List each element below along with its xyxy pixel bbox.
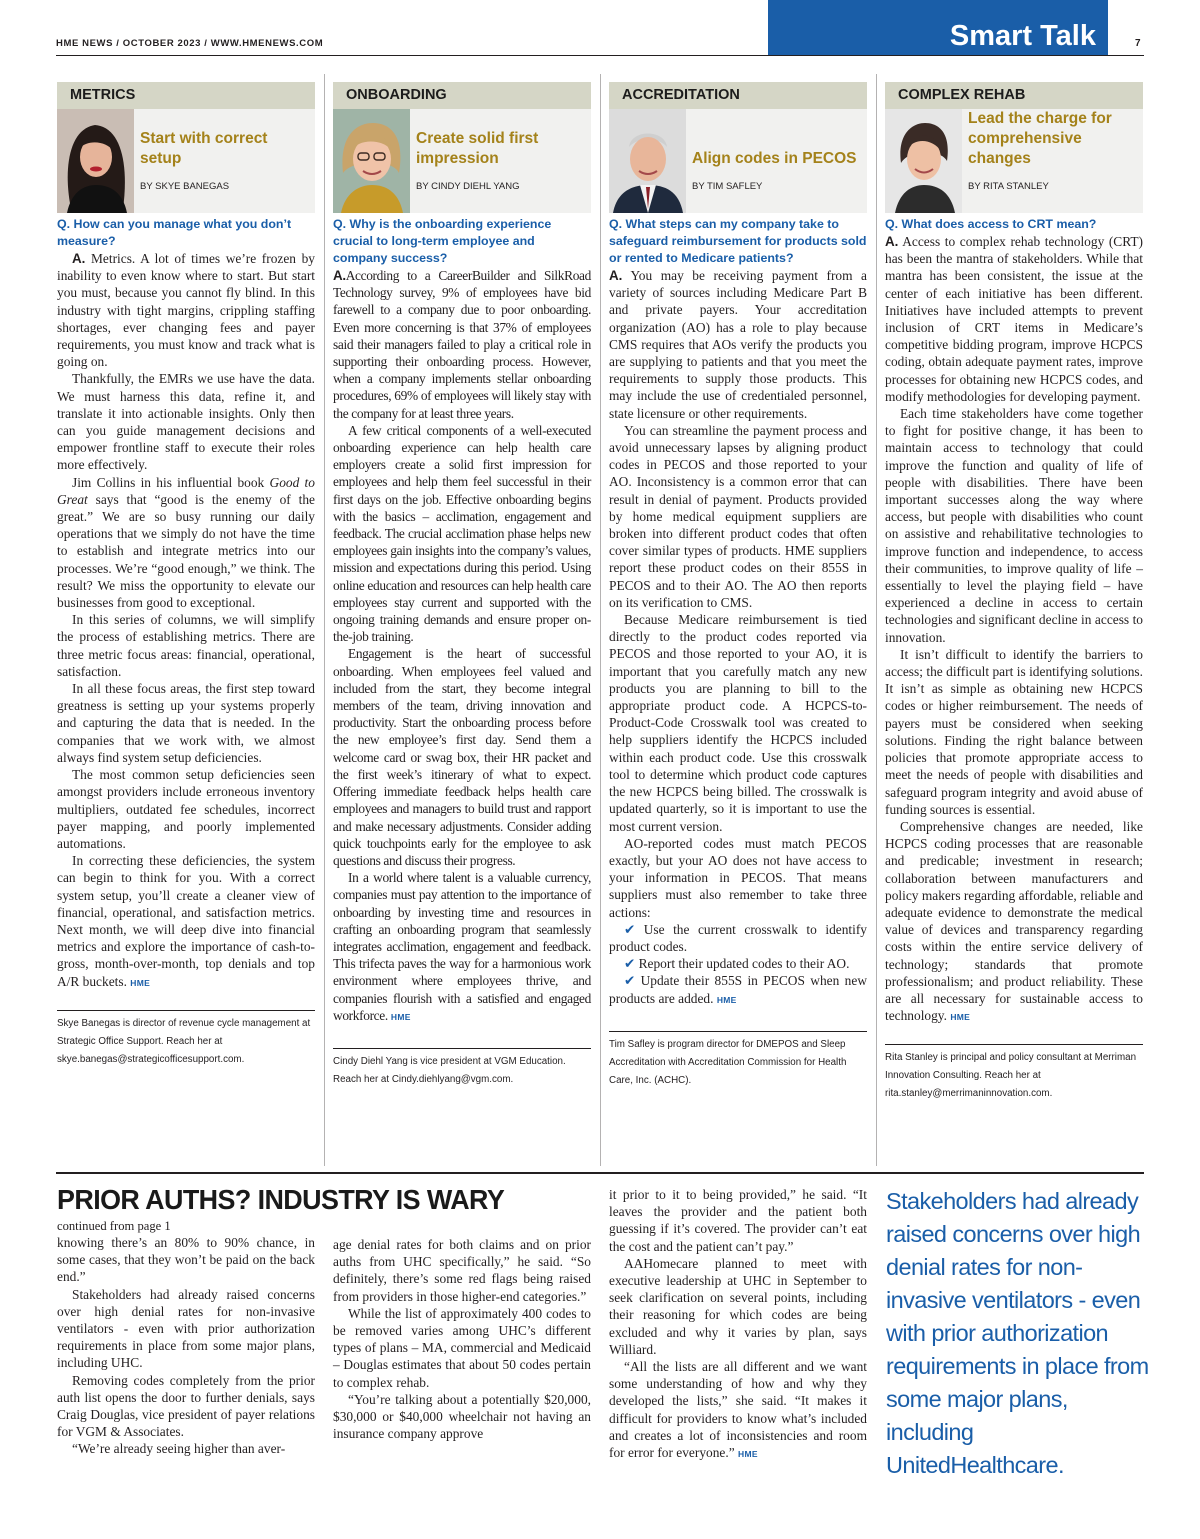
byline: BY RITA STANLEY [968,181,1049,192]
check-icon: ✔ [624,921,636,937]
paragraph: Thankfully, the EMRs we use have the data. We must harness this data, refine it, and translate it into actionable insights. Only then can you guide management decisions and empower frontline staff to execute their roles more effectively. [57,371,315,473]
answer-lead: A. [609,268,623,283]
check-icon: ✔ [624,956,636,972]
answer-lead: A. [885,234,899,249]
column-header [57,82,315,213]
article-body [609,267,867,1009]
author-bio: Rita Stanley is principal and policy consultant at Merriman Innovation Consulting. Reach her at rita.stanley@merrimaninnovation.com. [885,1052,1137,1100]
pull-quote: Stakeholders had already raised concerns over high denial rates for non-invasive ventilators - even with prior authorization requirements in place from some major plans, including UnitedHealthcare. [886,1188,1149,1478]
paragraph: Metrics. A lot of times we’re frozen by inability to even know where to start. But start you must, because you cannot fly blind. In this industry with tight margins, crippling staffing shortages, ever changing fees and payer requirements, you must know and track what is going on. [57,251,315,370]
article-title: Lead the charge for comprehensive changes [968,110,1112,167]
category-label: METRICS [57,82,315,109]
question: Q. What steps can my company take to safeguard reimbursement for products sold or rented to Medicare patients? [609,217,867,265]
paragraph: A few critical components of a well-executed onboarding experience can help health care employers create a solid first impression for employees and help them feel successful in their first days on the job. Effective onboarding begins with the basics – acclimation, engagement and feedback. The crucial acclimation phase helps new employees gain insights into the company’s values, mission and expectations during this period. Using online education and resources can help health care employees stay current and supported with the ongoing training demands and ensure proper on-the-job training. [333,422,591,645]
paragraph: knowing there’s an 80% to 90% chance, in some cases, that they won’t be paid on the back end.” [57,1235,315,1285]
column-divider [324,74,325,1166]
story-headline: PRIOR AUTHS? INDUSTRY IS WARY [57,1184,505,1215]
article-body [57,250,315,992]
paragraph: Stakeholders had already raised concerns over high denial rates for non-invasive ventilators - even with prior authorization requirements in place from some major plans, including UHC. [57,1286,315,1371]
paragraph: You can streamline the payment process and avoid unnecessary lapses by aligning product codes in PECOS and those reported to your AO. Inconsistency is a common error that can result in denial of payment. Products provided by home medical equipment suppliers are broken into different product codes that often cover similar types of products. HME suppliers report these product codes on their 855S in PECOS and to their AO. The AO then reports on its verification to CMS. [609,422,867,610]
check-item: ✔ Report their updated codes to their AO. [624,956,850,972]
end-mark: HME [738,1449,758,1460]
paragraph: It isn’t difficult to identify the barriers to access; the difficult part is identifying solutions. It isn’t as simple as obtaining new HCPCS codes or higher reimbursement. The needs of payers must be considered when seeking solutions. Finding the right balance between policies that promote appropriate access to meet the needs of people with disabilities and safeguard program integrity and avoid abuse of funding sources is essential. [885,646,1143,817]
check-item: ✔ Use the current crosswalk to identify product codes. [609,921,867,954]
answer-lead: A. [333,268,346,283]
paragraph: In this series of columns, we will simplify the process of establishing metrics. There are three metric focus areas: financial, operational, satisfaction. [57,612,315,679]
section-banner: Smart Talk [768,0,1108,55]
paragraph: “All the lists are all different and we want some understanding of how and why they developed the lists,” she said. “It makes it difficult for providers to know what’s included and creates a lot of inconsistencies and room for error for everyone.” HME [609,1359,867,1461]
author-bio: Cindy Diehl Yang is vice president at VGM Education. Reach her at Cindy.diehlyang@vgm.com. [333,1055,566,1085]
bio-rule [57,1010,315,1011]
paragraph: age denial rates for both claims and on prior auths from UHC specifically,” he said. “So definitely, there’s some red flags being raised from providers in those higher-end categories.” [333,1237,591,1304]
article-title: Create solid first impression [416,130,539,167]
bio-rule [333,1048,591,1049]
column-header [609,82,867,213]
paragraph: While the list of approximately 400 codes to be removed varies among UHC’s different types of plans – MA, commercial and Medicaid – Douglas estimates that about 50 codes pertain to complex rehab. [333,1305,591,1390]
bio-rule [609,1031,867,1032]
section-rule [56,1172,1144,1174]
paragraph: “We’re already seeing higher than aver- [72,1441,286,1457]
paragraph: Jim Collins in his influential book Good to Great says that “good is the enemy of the great.” We are so busy running our daily operations that we simply do not have the time to establish and integrate metrics into our processes. We’re “good enough,” we think. The result? We miss the opportunity to elevate our businesses from good to exceptional. [57,474,315,611]
paragraph: Removing codes completely from the prior auth list opens the door to further denials, says Craig Douglas, vice president of payer relations for VGM & Associates. [57,1372,315,1440]
paragraph: In correcting these deficiencies, the system can begin to think for you. With a correct system setup, you’ll create a cleaner view of financial, operational, and satisfaction metrics. Next month, we will deep dive into financial metrics and explore the importance of cash-to-gross, month-over-month, top denials and top A/R buckets. HME [57,853,315,989]
paragraph: it prior to it to being provided,” he said. “It leaves the provider and the patient both guessing if it’s covered. The provider can’t eat the cost and the patient can’t pay.” [609,1187,867,1254]
continued-note: continued from page 1 [57,1219,171,1233]
column-complex-rehab [885,82,1143,1103]
story-column-1 [57,1219,315,1458]
paragraph: AO-reported codes must match PECOS exactly, but your AO does not have access to your information in PECOS. That means suppliers must also remember to take three actions: [609,835,867,920]
story-column-3 [609,1186,867,1463]
column-accreditation [609,82,867,1090]
article-body [333,267,591,1026]
author-photo [333,109,410,213]
book-title: Good to Great [57,474,315,507]
question: Q. What does access to CRT mean? [885,217,1097,231]
paragraph: Engagement is the heart of successful onboarding. When employees feel valued and included from the start, they become integral members of the team, driving innovation and productivity. Start the onboarding process before the new employee’s first day. Send them a welcome card or swag box, their HR packet and the first week’s itinerary of what to expect. Offering immediate feedback helps health care employees and managers to build trust and rapport and make necessary adjustments. Consider adding quick touchpoints early for the employee to ask questions and discuss their progress. [333,646,591,868]
paragraph: Comprehensive changes are needed, like HCPCS coding processes that are reasonable and predicable; investment in research; collaboration between manufacturers and policy makers regarding affordable, reliable and adequate evidence to demonstrate the medical value of devices and transparency regarding costs within the entire service delivery of technology; standards that promote professionalism; and product reliability. These are all necessary for sustainable access to technology. HME [885,818,1143,1024]
column-header [885,82,1143,213]
question: Q. Why is the onboarding experience crucial to long-term employee and company success? [333,217,552,265]
paragraph: According to a CareerBuilder and SilkRoad Technology survey, 9% of employees have bid farewell to a company due to poor onboarding. Even more concerning is that 37% of employees said their managers failed to play a critical role in supporting their onboarding process. However, when a company implements stellar onboarding procedures, 69% of employees will likely stay with the company for at least three years. [333,268,591,421]
check-item: ✔ Update their 855S in PECOS when new products are added. HME [609,973,867,1006]
end-mark: HME [950,1012,971,1023]
end-mark: HME [130,977,151,988]
column-divider [600,74,601,1166]
bio-rule [885,1044,1143,1045]
column-metrics [57,82,315,1069]
paragraph: Each time stakeholders have come together to fight for positive change, it has been to maintain access to technology that could improve the function and quality of life of people with disabilities. There have been important successes along the way where access, but people with disabilities who count on assistive and rehabilitative technologies to improve function and independence, to access their communities, to improve quality of life – essentially to level the playing field – have experienced a decline in access to certain technologies and significant decline in access to innovation. [885,406,1143,645]
paragraph: AAHomecare planned to meet with executive leadership at UHC in September to seek clarification on several points, including their reasoning for which codes are being excluded and why it varies by plan, says Williard. [609,1255,867,1357]
masthead-line: HME NEWS / OCTOBER 2023 / WWW.HMENEWS.COM [56,38,324,49]
category-label: COMPLEX REHAB [885,82,1143,109]
paragraph: You may be receiving payment from a variety of sources including Medicare Part B and private payers. Your accreditation organization (AO) has a role to play because CMS requires that AOs verify the products you are supplying to patients and that you meet the requirements to supply those products. This may include the use of credentialed personnel, state licensure or other requirements. [609,268,867,421]
column-divider [876,74,877,1166]
paragraph: In a world where talent is a valuable currency, companies must pay attention to the importance of onboarding by investing time and resources in crafting an onboarding program that seamlessly integrates acclimation, engagement and feedback. This trifecta paves the way for a harmonious work environment where employees thrive, and companies flourish with a satisfied and engaged workforce. HME [333,870,591,1023]
paragraph: In all these focus areas, the first step toward greatness is setting up your systems properly and capturing the data that is needed. In the companies that we work with, we almost always find system setup deficiencies. [57,681,315,765]
paragraph: The most common setup deficiencies seen amongst providers include erroneous inventory multipliers, outdated fee schedules, incorrect payer mapping, and poorly implemented automations. [57,767,315,851]
byline: BY CINDY DIEHL YANG [416,181,520,192]
article-title: Align codes in PECOS [692,150,857,167]
question: Q. How can you manage what you don’t measure? [57,217,292,248]
byline: BY TIM SAFLEY [692,181,763,192]
author-bio: Tim Safley is program director for DMEPOS and Sleep Accreditation with Accreditation Commission for Health Care, Inc. (ACHC). [609,1038,847,1086]
paragraph: Access to complex rehab technology (CRT) has been the mantra of stakeholders. While that mantra has been consistent, the issue at the center of each initiative has been different. Initiatives have included attempts to prevent inclusion of CRT items in Medicare’s competitive bidding program, improve HCPCS coding, obtain adequate payment rates, improve processes for obtaining new HCPCS codes, and modify methodologies for developing payment. [885,234,1143,404]
article-body [885,233,1143,1026]
paragraph: “You’re talking about a potentially $20,000, $30,000 or $40,000 wheelchair not having an insurance company approve [333,1391,591,1442]
author-photo [57,109,134,213]
header-rule [56,55,1144,56]
category-label: ACCREDITATION [609,82,867,109]
page-number: 7 [1135,38,1141,49]
article-title: Start with correct setup [140,130,268,167]
column-onboarding [333,82,591,1089]
check-icon: ✔ [624,973,636,989]
paragraph: Because Medicare reimbursement is tied directly to the product codes reported via PECOS and those reported to your AO, it is important that you carefully match any new products you are planning to bill to the appropriate product code. A HCPCS-to-Product-Code Crosswalk tool was created to help suppliers identify the HCPCS included within each product code. Use this crosswalk tool to determine which product code captures the new HCPCS being billed. The crosswalk is updated quarterly, so it is important to use the most current version. [609,612,867,834]
byline: BY SKYE BANEGAS [140,181,230,192]
end-mark: HME [390,1011,411,1022]
author-bio: Skye Banegas is director of revenue cycle management at Strategic Office Support. Reach her at skye.banegas@strategicofficesupport.com. [57,1017,311,1065]
answer-lead: A. [72,251,86,266]
author-photo [885,109,962,213]
column-header [333,82,591,213]
category-label: ONBOARDING [333,82,591,109]
author-photo [609,109,686,213]
story-column-2 [333,1236,591,1442]
end-mark: HME [716,994,737,1005]
